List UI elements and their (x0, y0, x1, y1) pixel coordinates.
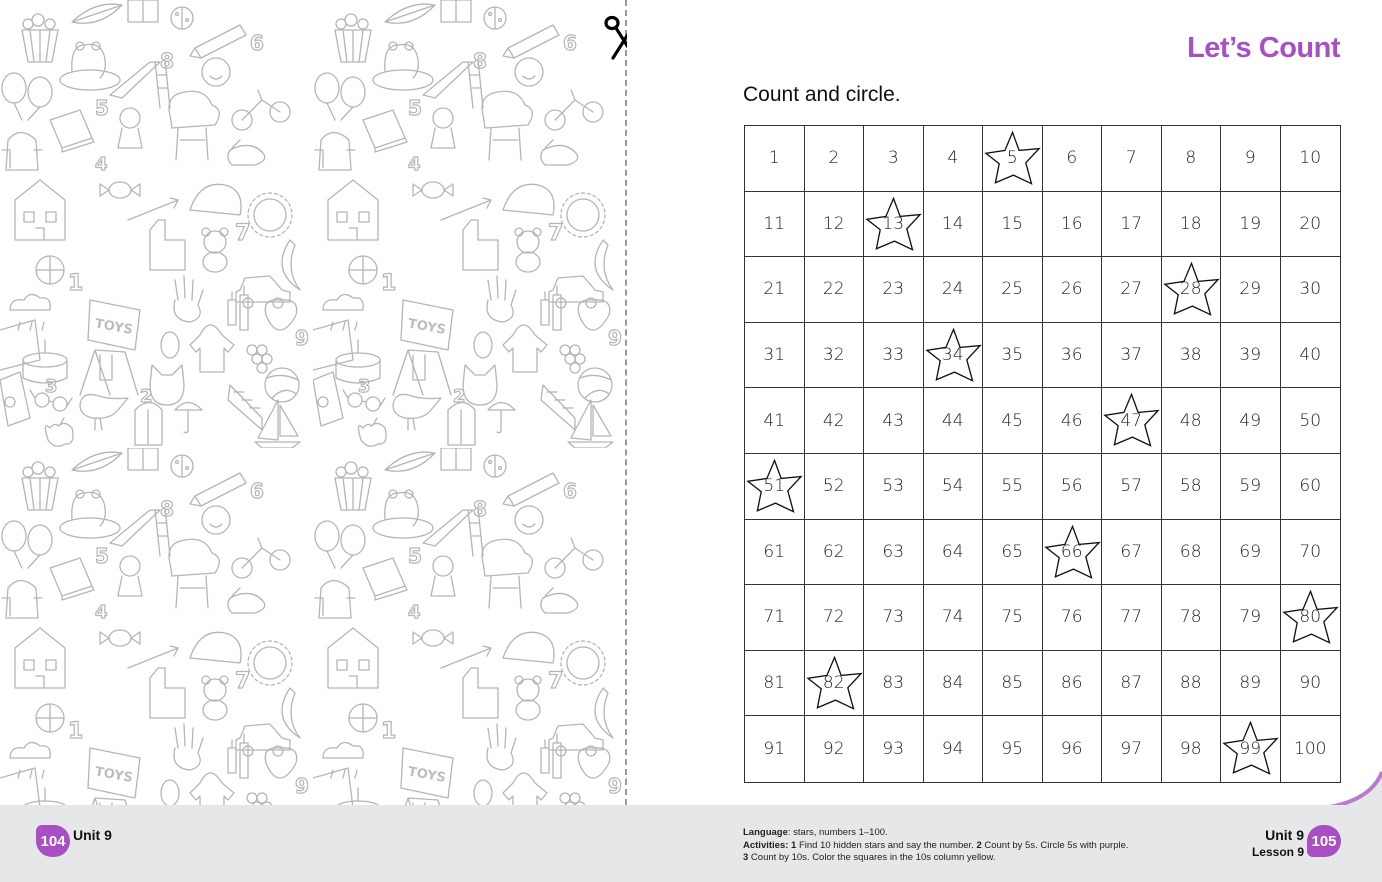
activities-line: Activities: 1 Find 10 hidden stars and say the number. 2 Count by 5s. Circle 5s with purple. (743, 839, 1129, 851)
grid-cell[interactable] (1043, 651, 1103, 717)
grid-number: 58 (1179, 476, 1202, 497)
grid-cell[interactable] (1162, 585, 1222, 651)
grid-cell-star[interactable] (1102, 388, 1162, 454)
grid-cell[interactable] (805, 126, 865, 192)
grid-number: 23 (882, 279, 905, 300)
grid-number: 97 (1120, 739, 1143, 760)
grid-number: 27 (1120, 279, 1143, 300)
grid-number: 88 (1179, 673, 1202, 694)
grid-cell[interactable] (1221, 257, 1281, 323)
grid-number: 93 (882, 739, 905, 760)
grid-cell[interactable] (745, 716, 805, 782)
grid-number: 20 (1299, 213, 1322, 234)
lesson-label: Lesson 9 (1251, 845, 1304, 859)
grid-number: 48 (1179, 410, 1202, 431)
grid-cell[interactable] (1221, 520, 1281, 586)
grid-cell[interactable] (864, 716, 924, 782)
grid-number: 6 (1066, 148, 1078, 169)
page-number-badge-right: 105 (1307, 825, 1341, 857)
grid-number: 71 (763, 607, 786, 628)
grid-number: 62 (822, 541, 845, 562)
grid-number: 37 (1120, 345, 1143, 366)
grid-cell-star[interactable] (924, 323, 984, 389)
grid-cell[interactable] (864, 257, 924, 323)
grid-number: 80 (1299, 607, 1322, 628)
grid-number: 83 (882, 673, 905, 694)
grid-cell-star[interactable] (745, 454, 805, 520)
grid-number: 17 (1120, 213, 1143, 234)
grid-cell[interactable] (1162, 192, 1222, 258)
grid-cell[interactable] (864, 388, 924, 454)
grid-cell[interactable] (1102, 257, 1162, 323)
grid-number: 87 (1120, 673, 1143, 694)
grid-cell[interactable] (1102, 323, 1162, 389)
grid-number: 85 (1001, 673, 1024, 694)
grid-cell[interactable] (1162, 716, 1222, 782)
grid-cell[interactable] (983, 520, 1043, 586)
grid-number: 56 (1060, 476, 1083, 497)
grid-cell[interactable] (1221, 454, 1281, 520)
grid-cell[interactable] (1221, 126, 1281, 192)
grid-number: 51 (763, 476, 786, 497)
grid-number: 69 (1239, 541, 1262, 562)
grid-cell[interactable] (1281, 257, 1341, 323)
grid-number: 11 (763, 213, 786, 234)
grid-cell[interactable] (745, 126, 805, 192)
grid-cell[interactable] (983, 323, 1043, 389)
grid-number: 12 (822, 213, 845, 234)
grid-cell[interactable] (745, 520, 805, 586)
grid-cell[interactable] (1221, 192, 1281, 258)
grid-number: 53 (882, 476, 905, 497)
grid-number: 65 (1001, 541, 1024, 562)
footer-bar (0, 805, 1382, 882)
grid-cell[interactable] (1281, 126, 1341, 192)
grid-number: 19 (1239, 213, 1262, 234)
activity-3-line: 3 Count by 10s. Color the squares in the 10s column yellow. (743, 852, 996, 863)
grid-cell[interactable] (924, 257, 984, 323)
grid-number: 1 (768, 148, 780, 169)
grid-cell[interactable] (864, 126, 924, 192)
unit-label-left: Unit 9 (73, 827, 112, 843)
grid-number: 35 (1001, 345, 1024, 366)
instruction-text: Count and circle. (743, 83, 901, 106)
grid-cell[interactable] (1043, 126, 1103, 192)
grid-number: 9 (1244, 148, 1256, 169)
grid-number: 99 (1239, 739, 1262, 760)
grid-number: 14 (941, 213, 964, 234)
grid-cell[interactable] (983, 192, 1043, 258)
grid-number: 10 (1299, 148, 1322, 169)
grid-cell[interactable] (924, 651, 984, 717)
grid-number: 49 (1239, 410, 1262, 431)
grid-number: 96 (1060, 739, 1083, 760)
page-number-badge-left: 104 (36, 825, 70, 857)
grid-number: 2 (828, 148, 840, 169)
grid-number: 59 (1239, 476, 1262, 497)
grid-number: 26 (1060, 279, 1083, 300)
grid-number: 67 (1120, 541, 1143, 562)
grid-cell[interactable] (924, 585, 984, 651)
grid-cell[interactable] (1102, 192, 1162, 258)
grid-number: 100 (1294, 739, 1327, 760)
grid-cell[interactable] (924, 520, 984, 586)
grid-number: 66 (1060, 541, 1083, 562)
grid-number: 38 (1179, 345, 1202, 366)
grid-cell[interactable] (864, 651, 924, 717)
grid-cell[interactable] (1102, 520, 1162, 586)
grid-cell[interactable] (983, 585, 1043, 651)
grid-number: 15 (1001, 213, 1024, 234)
grid-number: 21 (763, 279, 786, 300)
grid-number: 50 (1299, 410, 1322, 431)
grid-number: 5 (1006, 148, 1018, 169)
grid-cell[interactable] (1162, 454, 1222, 520)
grid-cell[interactable] (1043, 716, 1103, 782)
grid-cell[interactable] (1162, 323, 1222, 389)
hundred-chart-grid (744, 125, 1341, 783)
doodle-pattern (0, 0, 627, 805)
grid-cell[interactable] (1162, 520, 1222, 586)
grid-number: 36 (1060, 345, 1083, 366)
grid-number: 47 (1120, 410, 1143, 431)
grid-cell[interactable] (1281, 323, 1341, 389)
grid-number: 61 (763, 541, 786, 562)
grid-cell[interactable] (1043, 192, 1103, 258)
grid-cell[interactable] (1221, 585, 1281, 651)
grid-cell[interactable] (1102, 585, 1162, 651)
grid-cell-star[interactable] (864, 192, 924, 258)
grid-number: 84 (941, 673, 964, 694)
grid-number: 52 (822, 476, 845, 497)
grid-number: 28 (1179, 279, 1202, 300)
grid-cell[interactable] (924, 716, 984, 782)
grid-cell[interactable] (1221, 388, 1281, 454)
grid-cell[interactable] (805, 388, 865, 454)
grid-number: 44 (941, 410, 964, 431)
grid-number: 16 (1060, 213, 1083, 234)
grid-number: 42 (822, 410, 845, 431)
grid-number: 45 (1001, 410, 1024, 431)
language-line: Language: stars, numbers 1–100. (743, 827, 888, 838)
grid-number: 95 (1001, 739, 1024, 760)
unit-label-right: Unit 9 (1265, 827, 1304, 843)
grid-number: 39 (1239, 345, 1262, 366)
grid-number: 33 (882, 345, 905, 366)
grid-cell[interactable] (983, 257, 1043, 323)
grid-cell[interactable] (1043, 388, 1103, 454)
grid-number: 70 (1299, 541, 1322, 562)
grid-number: 75 (1001, 607, 1024, 628)
grid-cell[interactable] (924, 388, 984, 454)
grid-number: 94 (941, 739, 964, 760)
grid-cell[interactable] (1281, 651, 1341, 717)
grid-cell[interactable] (1102, 454, 1162, 520)
grid-number: 68 (1179, 541, 1202, 562)
grid-number: 25 (1001, 279, 1024, 300)
unit-lesson-label-right (1252, 827, 1304, 859)
grid-number: 73 (882, 607, 905, 628)
grid-number: 90 (1299, 673, 1322, 694)
grid-cell[interactable] (864, 323, 924, 389)
grid-cell-star[interactable] (983, 126, 1043, 192)
grid-number: 7 (1125, 148, 1137, 169)
teacher-notes (743, 827, 1129, 865)
grid-number: 60 (1299, 476, 1322, 497)
grid-cell[interactable] (924, 192, 984, 258)
grid-number: 55 (1001, 476, 1024, 497)
grid-number: 8 (1185, 148, 1197, 169)
grid-cell[interactable] (1162, 126, 1222, 192)
grid-number: 76 (1060, 607, 1083, 628)
grid-cell[interactable] (1281, 388, 1341, 454)
grid-cell[interactable] (1043, 257, 1103, 323)
grid-cell[interactable] (1281, 192, 1341, 258)
grid-cell[interactable] (1102, 126, 1162, 192)
grid-cell[interactable] (745, 585, 805, 651)
grid-number: 81 (763, 673, 786, 694)
grid-number: 4 (947, 148, 959, 169)
grid-number: 64 (941, 541, 964, 562)
grid-number: 82 (822, 673, 845, 694)
grid-number: 18 (1179, 213, 1202, 234)
grid-number: 24 (941, 279, 964, 300)
grid-number: 79 (1239, 607, 1262, 628)
grid-number: 34 (941, 345, 964, 366)
grid-cell[interactable] (1102, 651, 1162, 717)
grid-number: 74 (941, 607, 964, 628)
grid-cell[interactable] (983, 651, 1043, 717)
grid-cell-star[interactable] (805, 651, 865, 717)
grid-cell[interactable] (864, 454, 924, 520)
grid-cell[interactable] (1281, 716, 1341, 782)
grid-number: 29 (1239, 279, 1262, 300)
grid-cell[interactable] (924, 126, 984, 192)
grid-cell[interactable] (1281, 520, 1341, 586)
grid-cell[interactable] (745, 257, 805, 323)
grid-cell[interactable] (1162, 651, 1222, 717)
grid-cell[interactable] (805, 323, 865, 389)
page-title: Let’s Count (1187, 32, 1340, 64)
grid-number: 78 (1179, 607, 1202, 628)
grid-cell[interactable] (1043, 585, 1103, 651)
grid-number: 41 (763, 410, 786, 431)
grid-cell[interactable] (864, 585, 924, 651)
grid-number: 30 (1299, 279, 1322, 300)
grid-cell[interactable] (805, 192, 865, 258)
grid-cell[interactable] (1162, 388, 1222, 454)
grid-cell[interactable] (805, 520, 865, 586)
grid-number: 92 (822, 739, 845, 760)
grid-number: 32 (822, 345, 845, 366)
grid-cell[interactable] (805, 257, 865, 323)
grid-cell[interactable] (1221, 323, 1281, 389)
grid-cell[interactable] (983, 716, 1043, 782)
grid-cell[interactable] (1043, 323, 1103, 389)
grid-cell-star[interactable] (1043, 520, 1103, 586)
grid-cell[interactable] (1281, 454, 1341, 520)
grid-cell[interactable] (805, 585, 865, 651)
grid-number: 22 (822, 279, 845, 300)
grid-number: 13 (882, 213, 905, 234)
grid-number: 89 (1239, 673, 1262, 694)
grid-cell[interactable] (864, 520, 924, 586)
grid-cell[interactable] (1221, 651, 1281, 717)
grid-cell[interactable] (745, 388, 805, 454)
grid-number: 86 (1060, 673, 1083, 694)
grid-number: 43 (882, 410, 905, 431)
grid-cell[interactable] (745, 651, 805, 717)
grid-number: 54 (941, 476, 964, 497)
grid-cell[interactable] (1043, 454, 1103, 520)
grid-number: 57 (1120, 476, 1143, 497)
grid-cell[interactable] (805, 454, 865, 520)
grid-cell[interactable] (983, 454, 1043, 520)
grid-number: 77 (1120, 607, 1143, 628)
grid-cell[interactable] (805, 716, 865, 782)
grid-cell-star[interactable] (1162, 257, 1222, 323)
grid-number: 63 (882, 541, 905, 562)
grid-number: 31 (763, 345, 786, 366)
grid-cell-star[interactable] (1221, 716, 1281, 782)
grid-number: 40 (1299, 345, 1322, 366)
grid-cell[interactable] (924, 454, 984, 520)
grid-cell-star[interactable] (1281, 585, 1341, 651)
grid-cell[interactable] (983, 388, 1043, 454)
grid-number: 46 (1060, 410, 1083, 431)
grid-cell[interactable] (745, 192, 805, 258)
grid-number: 98 (1179, 739, 1202, 760)
grid-cell[interactable] (1102, 716, 1162, 782)
grid-number: 72 (822, 607, 845, 628)
grid-number: 91 (763, 739, 786, 760)
grid-cell[interactable] (745, 323, 805, 389)
grid-number: 3 (887, 148, 899, 169)
left-page-doodle-pattern (0, 0, 627, 805)
